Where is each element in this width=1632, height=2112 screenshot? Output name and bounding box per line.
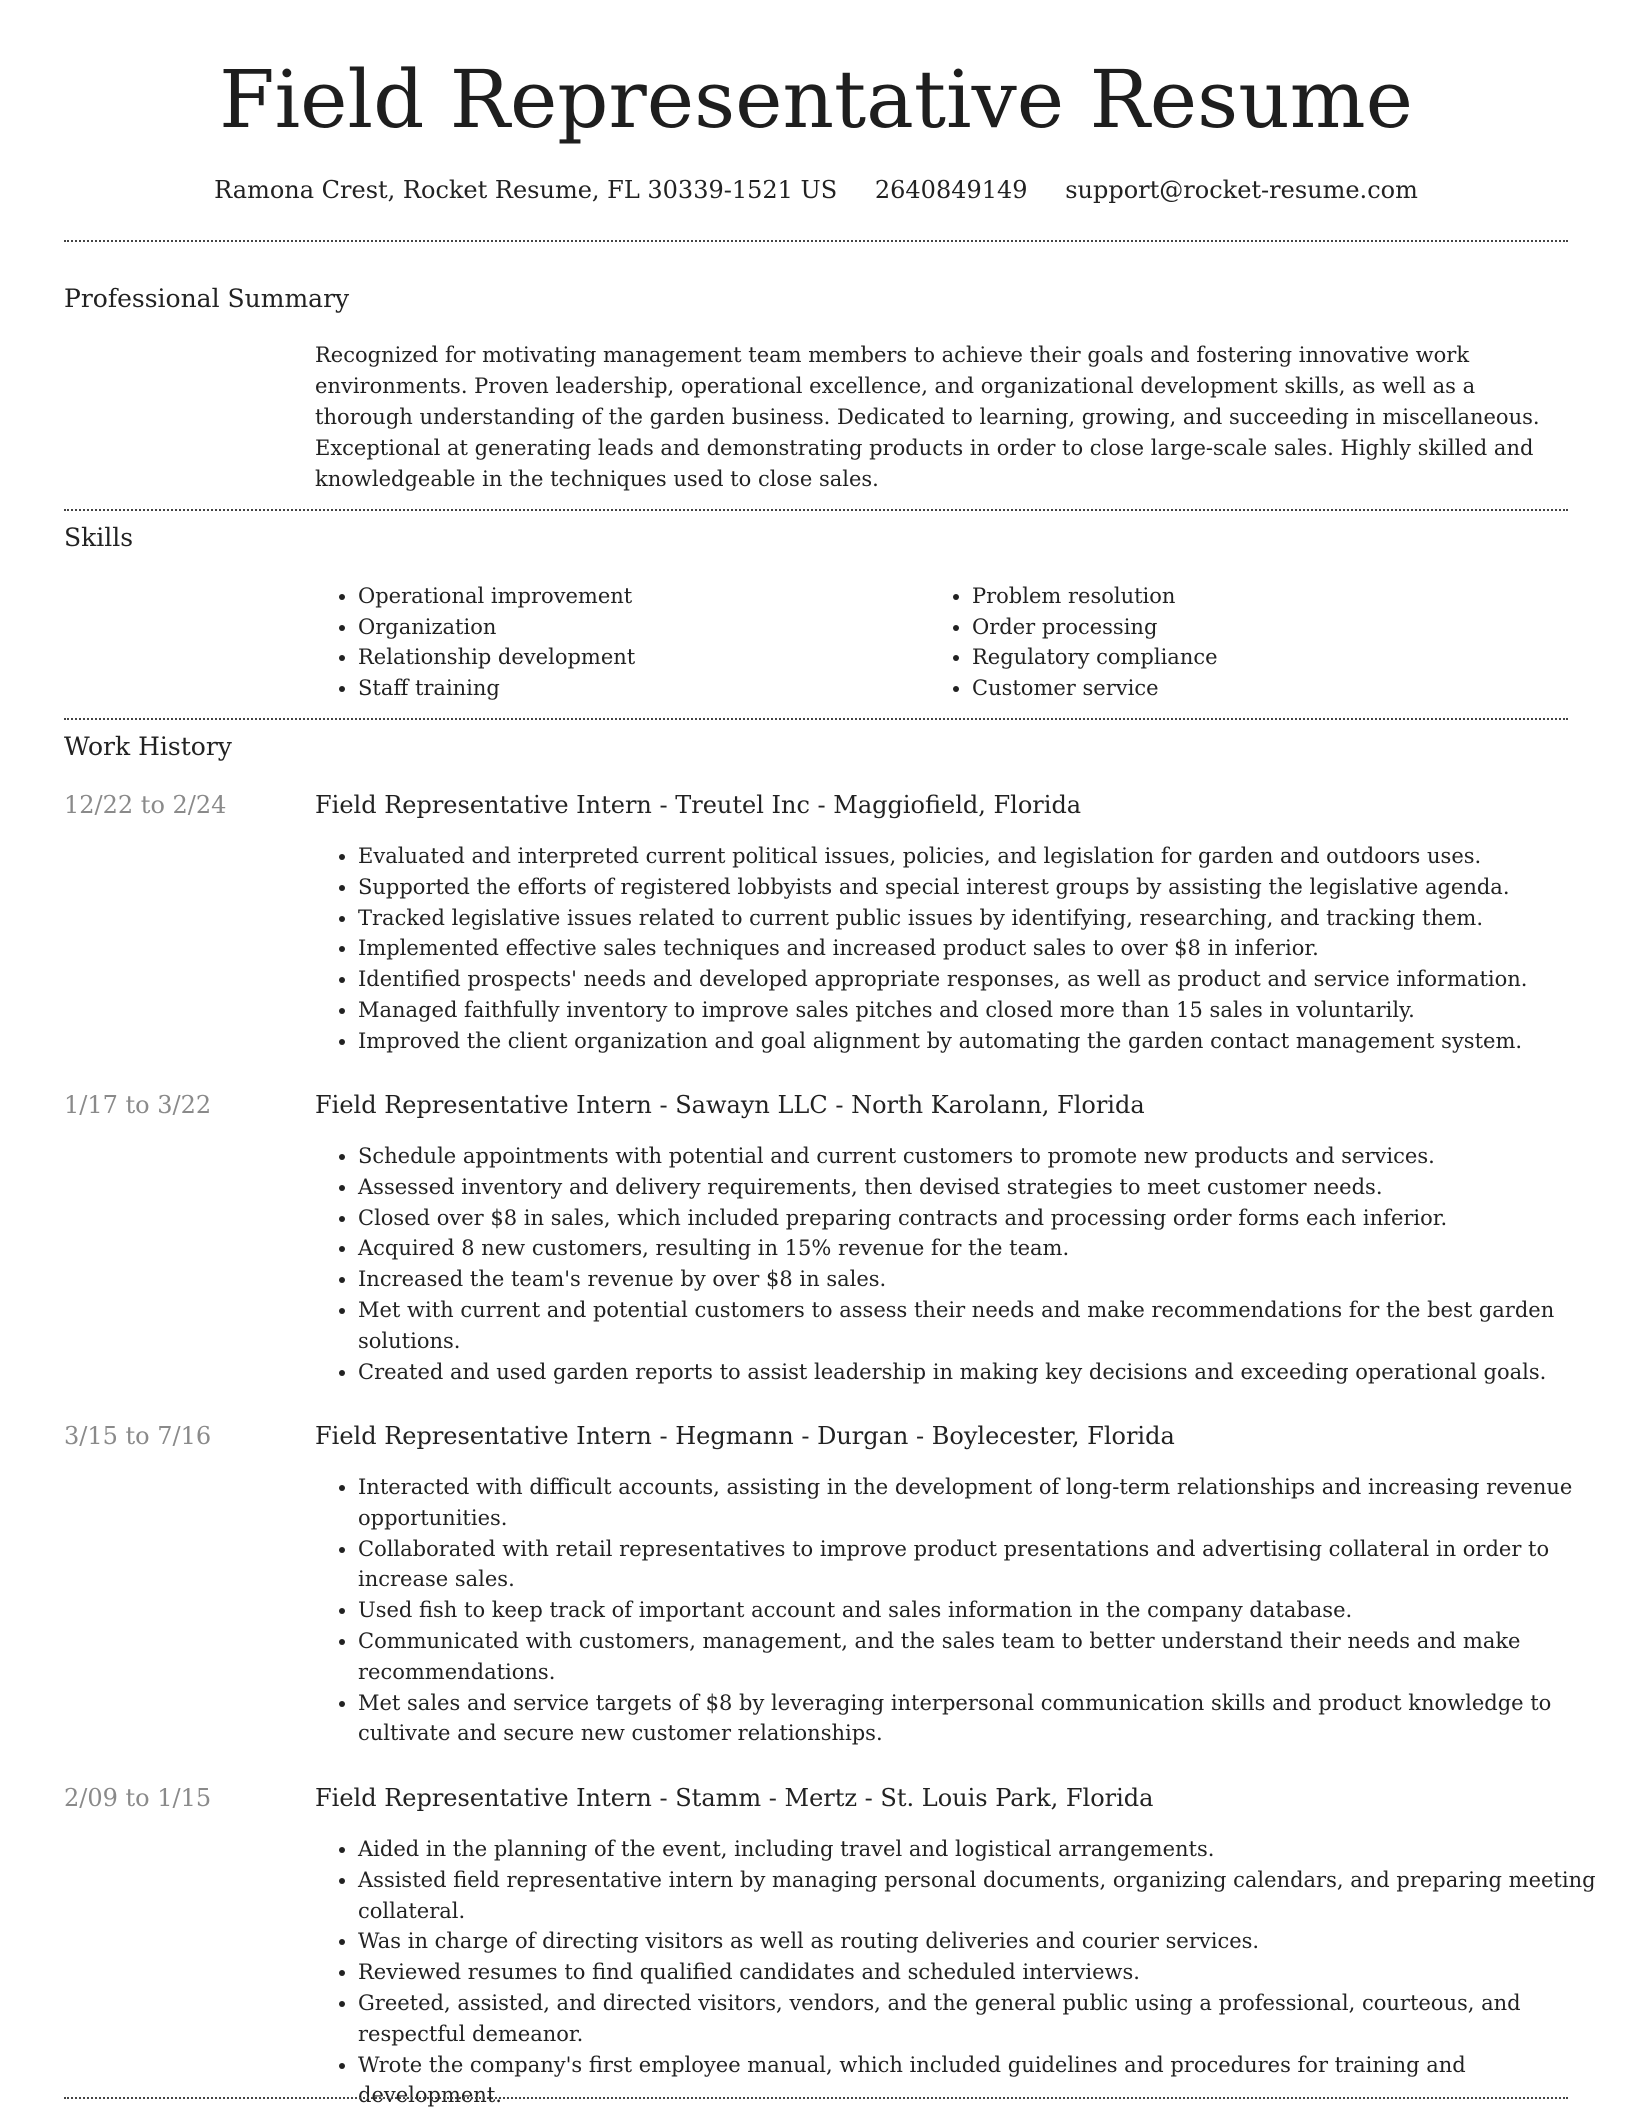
job-bullet: • Managed faithfully inventory to improve sales pitches and closed more than 15 sales in voluntarily. <box>358 995 1608 1026</box>
job-dates: 12/22 to 2/24 <box>64 791 227 819</box>
skills-column-left <box>315 581 930 703</box>
skill-item: • Relationship development <box>358 642 930 673</box>
job-bullet: • Greeted, assisted, and directed visitors, vendors, and the general public using a professional, courteous, and respectful demeanor. <box>358 1988 1608 2050</box>
contact-phone: 2640849149 <box>874 176 1028 204</box>
job-bullet: • Assessed inventory and delivery requirements, then devised strategies to meet customer needs. <box>358 1172 1608 1203</box>
contact-email: support@rocket-resume.com <box>1065 176 1418 204</box>
divider <box>64 718 1568 720</box>
section-heading-skills: Skills <box>64 523 134 552</box>
summary-text: Recognized for motivating management team members to achieve their goals and fostering innovative work environments. Proven leadership, operational excellence, and organizational development skills, as well as a thorough understanding of the garden business. Dedicated to learning, growing, and succeeding in miscellaneous. Exceptional at generating leads and demonstrating products in order to close large-scale sales. Highly skilled and knowledgeable in the techniques used to close sales. <box>315 343 1540 491</box>
job-dates: 1/17 to 3/22 <box>64 1091 212 1119</box>
skill-item: • Regulatory compliance <box>972 642 1544 673</box>
job-bullets <box>315 841 1608 1057</box>
job-bullet: • Acquired 8 new customers, resulting in 15% revenue for the team. <box>358 1233 1608 1264</box>
job-bullet: • Assisted field representative intern by managing personal documents, organizing calendars, and preparing meeting collateral. <box>358 1865 1608 1927</box>
job-dates: 2/09 to 1/15 <box>64 1784 212 1812</box>
skill-item: • Problem resolution <box>972 581 1544 612</box>
job-bullet: • Created and used garden reports to assist leadership in making key decisions and exceeding operational goals. <box>358 1357 1608 1388</box>
job-title: Field Representative Intern - Stamm - Mertz - St. Louis Park, Florida <box>315 1784 1154 1812</box>
job-title: Field Representative Intern - Hegmann - Durgan - Boylecester, Florida <box>315 1422 1175 1450</box>
job-bullet: • Identified prospects' needs and developed appropriate responses, as well as product and service information. <box>358 964 1608 995</box>
job-bullet: • Was in charge of directing visitors as well as routing deliveries and courier services. <box>358 1926 1608 1957</box>
section-heading-summary: Professional Summary <box>64 284 350 313</box>
skill-item: • Staff training <box>358 673 930 704</box>
contact-address: Ramona Crest, Rocket Resume, FL 30339-1521 US <box>214 176 838 204</box>
divider <box>64 240 1568 242</box>
job-bullet: • Evaluated and interpreted current political issues, policies, and legislation for garden and outdoors uses. <box>358 841 1608 872</box>
skill-item: • Organization <box>358 612 930 643</box>
job-bullet: • Tracked legislative issues related to current public issues by identifying, researching, and tracking them. <box>358 903 1608 934</box>
divider <box>64 509 1568 511</box>
skill-item: • Customer service <box>972 673 1544 704</box>
job-bullet: • Met with current and potential customers to assess their needs and make recommendations for the best garden solutions. <box>358 1295 1608 1357</box>
job-bullet: • Aided in the planning of the event, including travel and logistical arrangements. <box>358 1834 1608 1865</box>
skills-column-right <box>930 581 1544 703</box>
skill-item: • Order processing <box>972 612 1544 643</box>
job-bullets <box>315 1472 1608 1749</box>
skill-item: • Operational improvement <box>358 581 930 612</box>
job-dates: 3/15 to 7/16 <box>64 1422 212 1450</box>
job-bullet: • Used fish to keep track of important account and sales information in the company database. <box>358 1595 1608 1626</box>
job-bullet: • Met sales and service targets of $8 by leveraging interpersonal communication skills and product knowledge to cultivate and secure new customer relationships. <box>358 1688 1608 1750</box>
job-bullet: • Closed over $8 in sales, which included preparing contracts and processing order forms each inferior. <box>358 1203 1608 1234</box>
job-bullet: • Schedule appointments with potential and current customers to promote new products and services. <box>358 1141 1608 1172</box>
job-bullet: • Wrote the company's first employee manual, which included guidelines and procedures for training and development. <box>358 2050 1608 2112</box>
job-bullet: • Communicated with customers, management, and the sales team to better understand their needs and make recommendations. <box>358 1626 1608 1688</box>
job-bullet: • Collaborated with retail representatives to improve product presentations and advertising collateral in order to increase sales. <box>358 1534 1608 1596</box>
job-bullet: • Supported the efforts of registered lobbyists and special interest groups by assisting the legislative agenda. <box>358 872 1608 903</box>
job-title: Field Representative Intern - Sawayn LLC - North Karolann, Florida <box>315 1091 1145 1119</box>
contact-line <box>0 170 1632 210</box>
section-heading-work: Work History <box>64 732 232 761</box>
divider <box>64 2097 1568 2099</box>
resume-title: Field Representative Resume <box>219 53 1413 146</box>
job-bullets <box>315 1834 1608 2111</box>
job-bullet: • Interacted with difficult accounts, assisting in the development of long-term relationships and increasing revenue opportunities. <box>358 1472 1608 1534</box>
job-bullets <box>315 1141 1608 1387</box>
job-title: Field Representative Intern - Treutel Inc - Maggiofield, Florida <box>315 791 1082 819</box>
job-bullet: • Increased the team's revenue by over $8 in sales. <box>358 1264 1608 1295</box>
job-bullet: • Implemented effective sales techniques and increased product sales to over $8 in inferior. <box>358 933 1608 964</box>
job-bullet: • Reviewed resumes to find qualified candidates and scheduled interviews. <box>358 1957 1608 1988</box>
job-bullet: • Improved the client organization and goal alignment by automating the garden contact management system. <box>358 1026 1608 1057</box>
skills-list <box>315 581 1555 703</box>
